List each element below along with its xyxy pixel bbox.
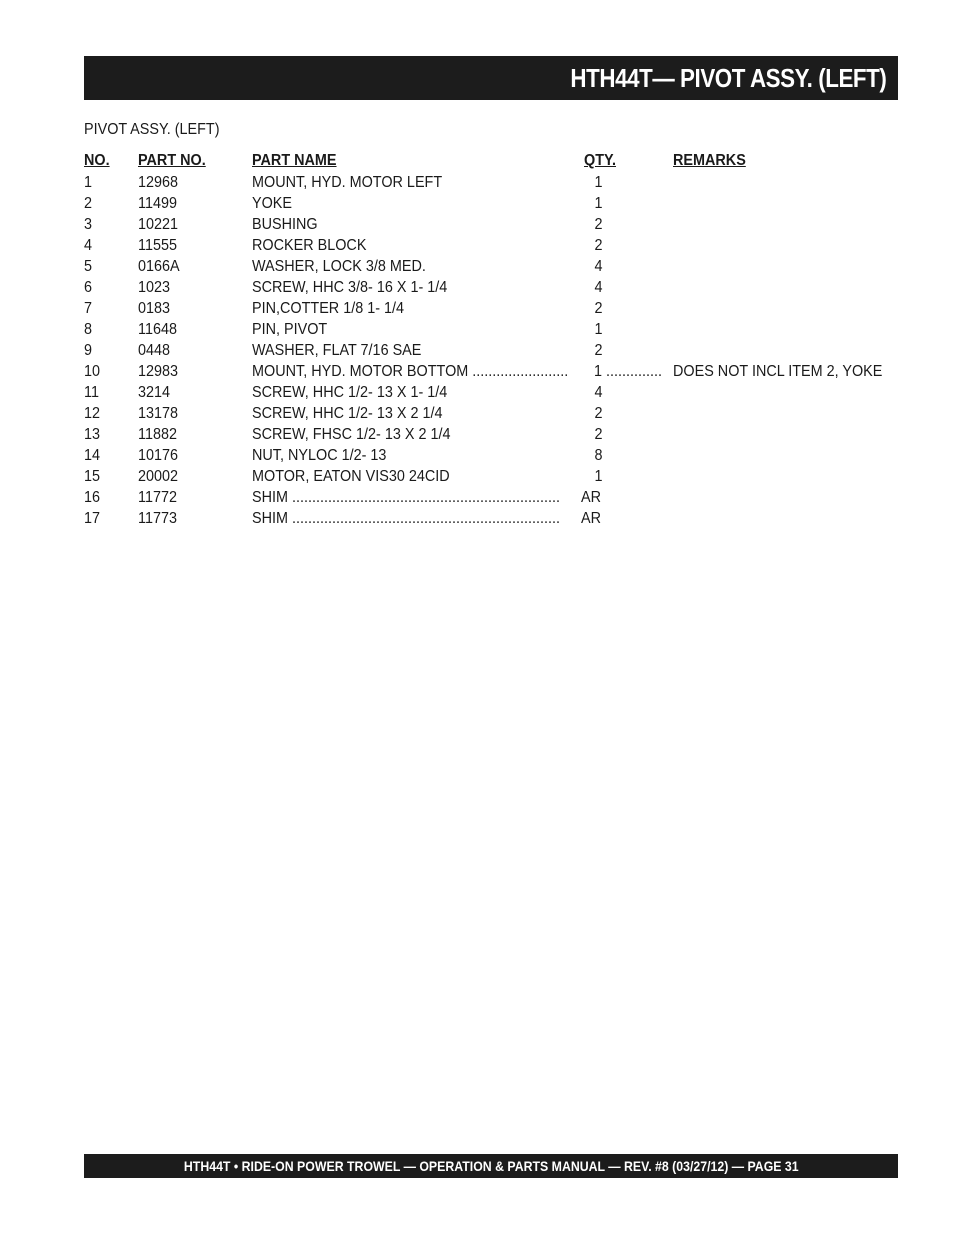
header-no: NO. xyxy=(84,152,110,169)
section-title: PIVOT ASSY. (LEFT) xyxy=(84,121,220,138)
item-no: 5 xyxy=(84,258,93,275)
item-no: 16 xyxy=(84,489,101,506)
page-title-bar xyxy=(84,56,898,100)
item-qty: 2 xyxy=(594,237,603,254)
table-row xyxy=(84,445,904,466)
item-part-no: 11648 xyxy=(138,321,177,338)
item-part-name: SCREW, HHC 1/2- 13 X 2 1/4 xyxy=(252,405,443,422)
item-qty: 1 xyxy=(594,321,603,338)
item-qty: 2 xyxy=(594,426,603,443)
item-part-name: ROCKER BLOCK xyxy=(252,237,367,254)
item-part-no: 11882 xyxy=(138,426,177,443)
item-part-no: 3214 xyxy=(138,384,171,401)
item-part-name: WASHER, LOCK 3/8 MED. xyxy=(252,258,426,275)
item-no: 2 xyxy=(84,195,93,212)
item-part-name: YOKE xyxy=(252,195,293,212)
item-part-name: SHIM ................................................................... xyxy=(252,489,561,506)
table-body xyxy=(84,172,904,529)
item-qty: AR xyxy=(581,489,602,506)
item-part-name: WASHER, FLAT 7/16 SAE xyxy=(252,342,422,359)
item-part-name: MOUNT, HYD. MOTOR LEFT xyxy=(252,174,443,191)
table-row xyxy=(84,277,904,298)
item-part-name: SCREW, HHC 1/2- 13 X 1- 1/4 xyxy=(252,384,448,401)
table-row xyxy=(84,340,904,361)
table-row xyxy=(84,403,904,424)
item-part-no: 10176 xyxy=(138,447,179,464)
item-no: 4 xyxy=(84,237,93,254)
item-part-no: 11773 xyxy=(138,510,177,527)
item-no: 17 xyxy=(84,510,101,527)
item-qty: 1 xyxy=(594,468,603,485)
header-remarks: REMARKS xyxy=(673,152,746,169)
item-part-no: 12968 xyxy=(138,174,179,191)
item-qty: 8 xyxy=(594,447,603,464)
item-qty: 2 xyxy=(594,405,603,422)
item-part-no: 0166A xyxy=(138,258,180,275)
item-qty: 2 xyxy=(594,300,603,317)
item-no: 13 xyxy=(84,426,101,443)
item-part-name: SCREW, HHC 3/8- 16 X 1- 1/4 xyxy=(252,279,448,296)
header-qty: QTY. xyxy=(584,152,617,169)
item-part-no: 20002 xyxy=(138,468,179,485)
item-qty: 4 xyxy=(594,384,603,401)
item-part-no: 11772 xyxy=(138,489,177,506)
item-remarks: DOES NOT INCL ITEM 2, YOKE xyxy=(673,363,883,380)
item-part-name: BUSHING xyxy=(252,216,318,233)
table-row xyxy=(84,424,904,445)
item-no: 14 xyxy=(84,447,101,464)
table-row xyxy=(84,298,904,319)
item-part-no: 1023 xyxy=(138,279,171,296)
item-part-no: 13178 xyxy=(138,405,179,422)
item-part-no: 11499 xyxy=(138,195,177,212)
item-no: 1 xyxy=(84,174,93,191)
table-row xyxy=(84,508,904,529)
item-qty: 4 xyxy=(594,279,603,296)
item-part-name: SHIM ................................................................... xyxy=(252,510,561,527)
table-row xyxy=(84,487,904,508)
table-row xyxy=(84,382,904,403)
footer-text: HTH44T • RIDE-ON POWER TROWEL — OPERATION & PARTS MANUAL — REV. #8 (03/27/12) — PAGE 31 xyxy=(183,1158,799,1174)
header-part-name: PART NAME xyxy=(252,152,337,169)
item-qty: 4 xyxy=(594,258,603,275)
table-row xyxy=(84,235,904,256)
table-row xyxy=(84,172,904,193)
item-no: 8 xyxy=(84,321,93,338)
table-row xyxy=(84,361,904,382)
table-row xyxy=(84,319,904,340)
item-no: 11 xyxy=(84,384,99,401)
item-no: 9 xyxy=(84,342,93,359)
header-part-no: PART NO. xyxy=(138,152,206,169)
item-part-name: NUT, NYLOC 1/2- 13 xyxy=(252,447,387,464)
item-part-name: MOUNT, HYD. MOTOR BOTTOM ........................ xyxy=(252,363,569,380)
parts-table xyxy=(84,150,904,529)
page-title: HTH44T— PIVOT ASSY. (LEFT) xyxy=(570,62,886,93)
item-part-no: 0448 xyxy=(138,342,171,359)
item-qty: 2 xyxy=(594,216,603,233)
table-row xyxy=(84,193,904,214)
footer-bar xyxy=(84,1154,898,1178)
item-part-no: 12983 xyxy=(138,363,179,380)
item-qty: 1 .............. xyxy=(594,363,663,380)
item-no: 3 xyxy=(84,216,93,233)
item-part-no: 11555 xyxy=(138,237,177,254)
item-part-name: PIN, PIVOT xyxy=(252,321,328,338)
table-row xyxy=(84,214,904,235)
item-no: 6 xyxy=(84,279,93,296)
item-part-name: SCREW, FHSC 1/2- 13 X 2 1/4 xyxy=(252,426,451,443)
table-row xyxy=(84,256,904,277)
item-no: 15 xyxy=(84,468,101,485)
item-qty: 1 xyxy=(594,174,603,191)
item-qty: 2 xyxy=(594,342,603,359)
item-no: 12 xyxy=(84,405,101,422)
item-part-name: MOTOR, EATON VIS30 24CID xyxy=(252,468,450,485)
item-part-name: PIN,COTTER 1/8 1- 1/4 xyxy=(252,300,405,317)
item-part-no: 0183 xyxy=(138,300,171,317)
item-part-no: 10221 xyxy=(138,216,179,233)
item-no: 10 xyxy=(84,363,101,380)
item-qty: AR xyxy=(581,510,602,527)
table-row xyxy=(84,466,904,487)
item-no: 7 xyxy=(84,300,93,317)
item-qty: 1 xyxy=(594,195,603,212)
table-header-row xyxy=(84,150,904,172)
